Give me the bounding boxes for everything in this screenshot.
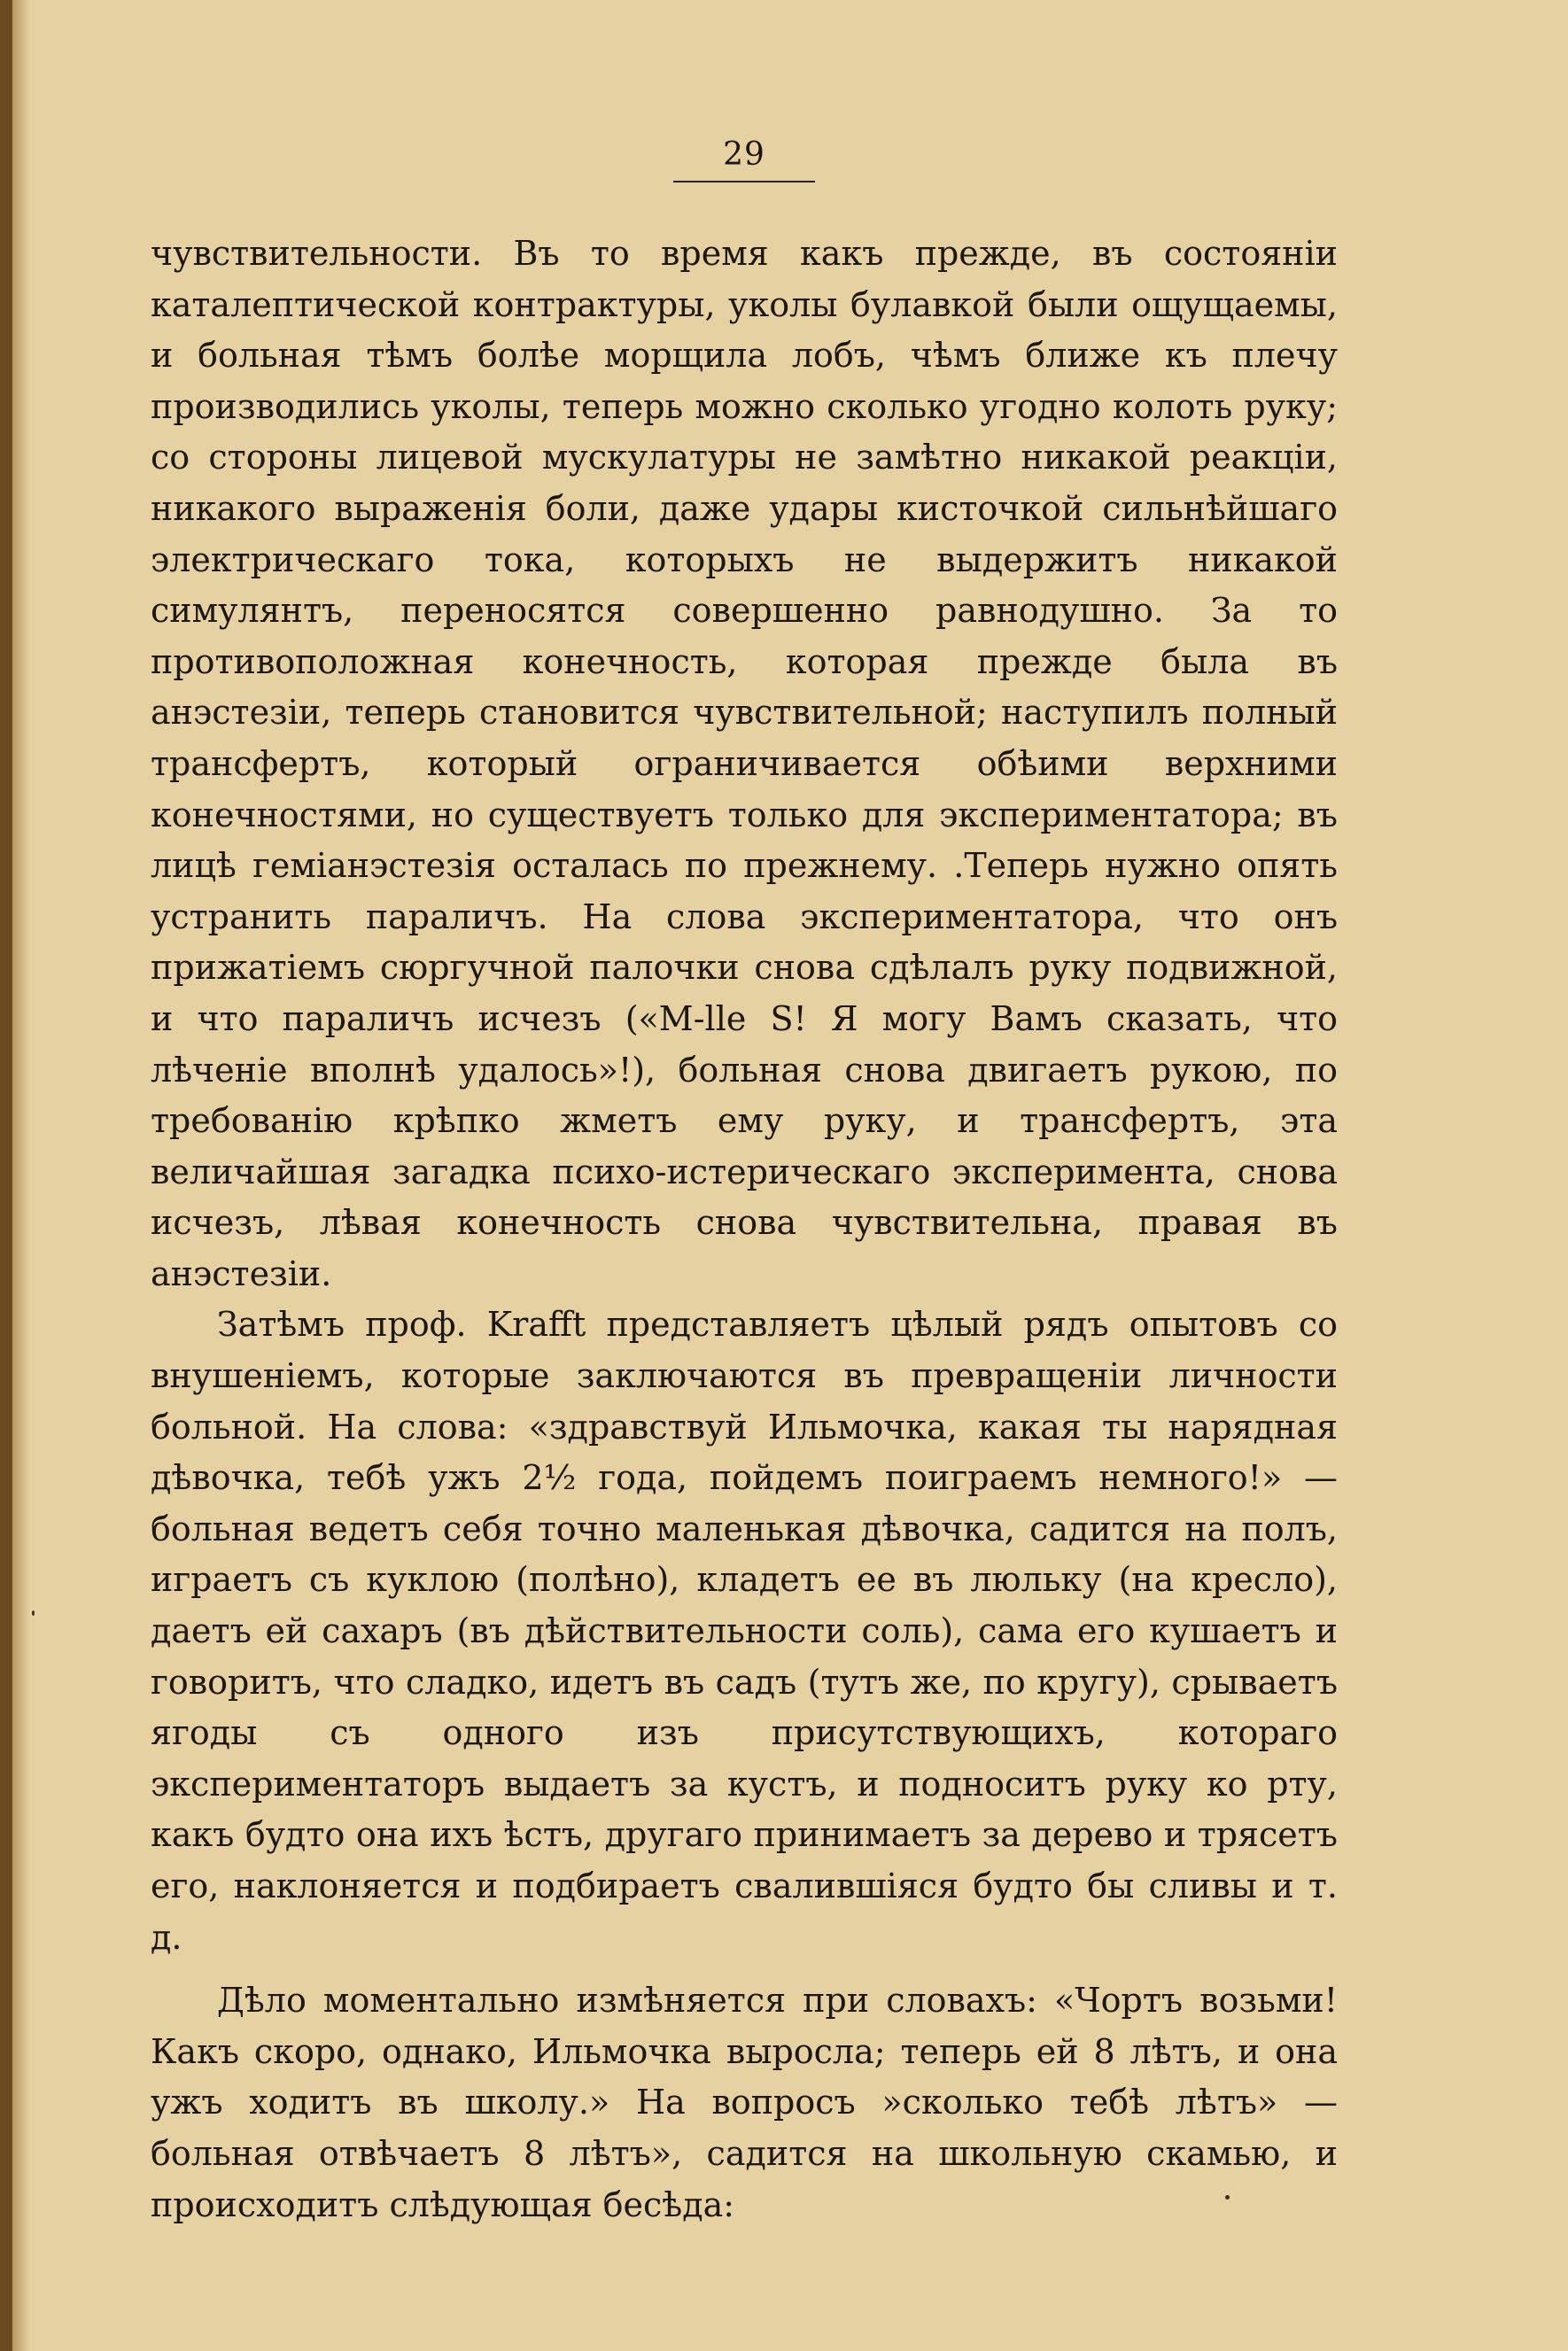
page-binding-edge	[0, 0, 12, 2351]
paragraph-3: Дѣло моментально измѣняется при словахъ: «Чортъ возьми! Какъ скоро, однако, Ильмочка выросла; теперь ей 8 лѣтъ, и она ужъ ходитъ въ школу.» На вопросъ »сколько тебѣ лѣтъ» — больная отвѣчаетъ 8 лѣтъ», садится на школьную скамью, и происходитъ слѣдующая бесѣда:	[151, 1981, 1338, 2224]
paragraph-1: чувствительности. Въ то время какъ прежде, въ состоянiи каталептической контрактуры, уколы булавкой были ощущаемы, и больная тѣмъ болѣе морщила лобъ, чѣмъ ближе къ плечу производились уколы, теперь можно сколько угодно колоть руку; со стороны лицевой мускулатуры не замѣтно никакой реакцiи, никакого выраженiя боли, даже удары кисточкой сильнѣйшаго электрическаго тока, которыхъ не выдержитъ никакой симулянтъ, переносятся совершенно равнодушно. За то противоположная конечность, которая прежде была въ анэстезiи, теперь становится чувствительной; наступилъ полный трансфертъ, который ограничивается обѣими верхними конечностями, но существуетъ только для экспериментатора; въ лицѣ гемiанэстезiя осталась по прежнему. .Теперь нужно опять устранить параличъ. На слова экспериментатора, что онъ прижатiемъ сюргучной палочки снова сдѣлалъ руку подвижной, и что параличъ исчезъ («M-lle S! Я могу Вамъ сказать, что лѣченiе вполнѣ удалось»!), больная снова двигаетъ рукою, по требованiю крѣпко жметъ ему руку, и трансфертъ, эта величайшая загадка психо-истерическаго эксперимента, снова исчезъ, лѣвая конечность снова чувствительна, правая въ анэстезiи.	[151, 234, 1338, 1293]
header-rule	[673, 181, 815, 182]
page-body	[151, 229, 1338, 2231]
print-speck	[32, 1610, 35, 1616]
paragraph-2: Затѣмъ проф. Krafft представляетъ цѣлый рядъ опытовъ со внушенiемъ, которые заключаются въ превращенiи личности больной. На слова: «здравствуй Ильмочка, какая ты нарядная дѣвочка, тебѣ ужъ 2½ года, пойдемъ поиграемъ немного!» — больная ведетъ себя точно маленькая дѣвочка, садится на полъ, играетъ съ куклою (полѣно), кладетъ ее въ люльку (на кресло), даетъ ей сахаръ (въ дѣйствительности соль), сама его кушаетъ и говоритъ, что сладко, идетъ въ садъ (тутъ же, по кругу), срываетъ ягоды съ одного изъ присутствующихъ, котораго экспериментаторъ выдаетъ за кустъ, и подноситъ руку ко рту, какъ будто она ихъ ѣстъ, другаго принимаетъ за дерево и трясетъ его, наклоняется и подбираетъ свалившiяся будто бы сливы и т. д.	[151, 1305, 1338, 1957]
page-number: 29	[723, 136, 765, 173]
print-speck	[1225, 2195, 1230, 2200]
page-binding-shadow	[12, 0, 30, 2351]
book-page	[151, 133, 1338, 2231]
